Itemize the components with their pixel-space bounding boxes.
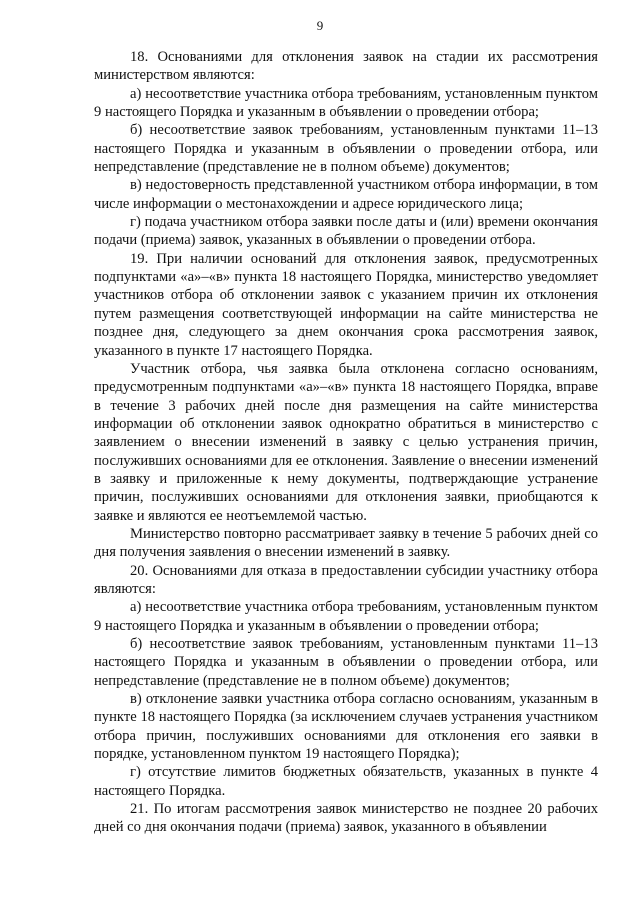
paragraph-18-b: б) несоответствие заявок требованиям, установленным пунктами 11–13 настоящего Порядка и указанным в объявлении о проведении отбора, или непредставление (представление не в полном объеме) документов; [94, 122, 598, 176]
paragraph-20-a: а) несоответствие участника отбора требованиям, установленным пунктом 9 настоящего Порядка и указанным в объявлении о проведении отбора; [94, 599, 598, 634]
page-number: 9 [316, 18, 324, 33]
paragraph-18-g: г) подача участником отбора заявки после даты и (или) времени окончания подачи (приема) заявок, указанных в объявлении о проведении отбора. [94, 214, 598, 249]
paragraph-21: 21. По итогам рассмотрения заявок министерство не позднее 20 рабочих дней со дня окончания подачи (приема) заявок, указанного в объявлении [94, 801, 598, 836]
paragraph-20-b: б) несоответствие заявок требованиям, установленным пунктами 11–13 настоящего Порядка и указанным в объявлении о проведении отбора, или непредставление (представление не в полном объеме) документов; [94, 636, 598, 689]
paragraph-18-a: а) несоответствие участника отбора требованиям, установленным пунктом 9 настоящего Порядка и указанным в объявлении о проведении отбора; [94, 85, 598, 121]
paragraph-18: 18. Основаниями для отклонения заявок на стадии их рассмотрения министерством являются: [94, 49, 598, 84]
paragraph-19: 19. При наличии оснований для отклонения заявок, предусмотренных подпунктами «а»–«в» пункта 18 настоящего Порядка, министерство уведомляет участников отбора об отклонении заявок с указанием причин их отклонения путем размещения соответствующей информации на сайте министерства не позднее дня, следующего за днем окончания срока рассмотрения заявок, указанного в пункте 17 настоящего Порядка. [94, 250, 598, 359]
paragraph-20: 20. Основаниями для отказа в предоставлении субсидии участнику отбора являются: [94, 562, 598, 597]
paragraph-19-ministry: Министерство повторно рассматривает заявку в течение 5 рабочих дней со дня получения заявления о внесении изменений в заявку. [94, 525, 598, 561]
document-body [94, 48, 598, 837]
paragraph-18-v: в) недостоверность представленной участником отбора информации, в том числе информации о местонахождении и адресе юридического лица; [94, 177, 598, 212]
paragraph-20-v: в) отклонение заявки участника отбора согласно основаниям, указанным в пункте 18 настоящего Порядка (за исключением случаев устранения участником отбора причин, послуживших основаниями для отклонения его заявки в порядке, установленном пунктом 19 настоящего Порядка); [94, 691, 598, 763]
paragraph-20-g: г) отсутствие лимитов бюджетных обязательств, указанных в пункте 4 настоящего Порядка. [94, 764, 598, 799]
paragraph-19-applicant: Участник отбора, чья заявка была отклонена согласно основаниям, предусмотренным подпунктами «а»–«в» пункта 18 настоящего Порядка, вправе в течение 3 рабочих дней после дня размещения на сайте министерства информации об отклонении заявок однократно обратиться в министерство с заявлением о внесении изменений в заявку с целью устранения причин, послуживших основаниями для ее отклонения. Заявление о внесении изменений в заявку и приложенные к нему документы, подтверждающие устранение причин, послуживших основаниями для отклонения заявки, приобщаются к заявке и являются ее неотъемлемой частью. [94, 360, 598, 524]
